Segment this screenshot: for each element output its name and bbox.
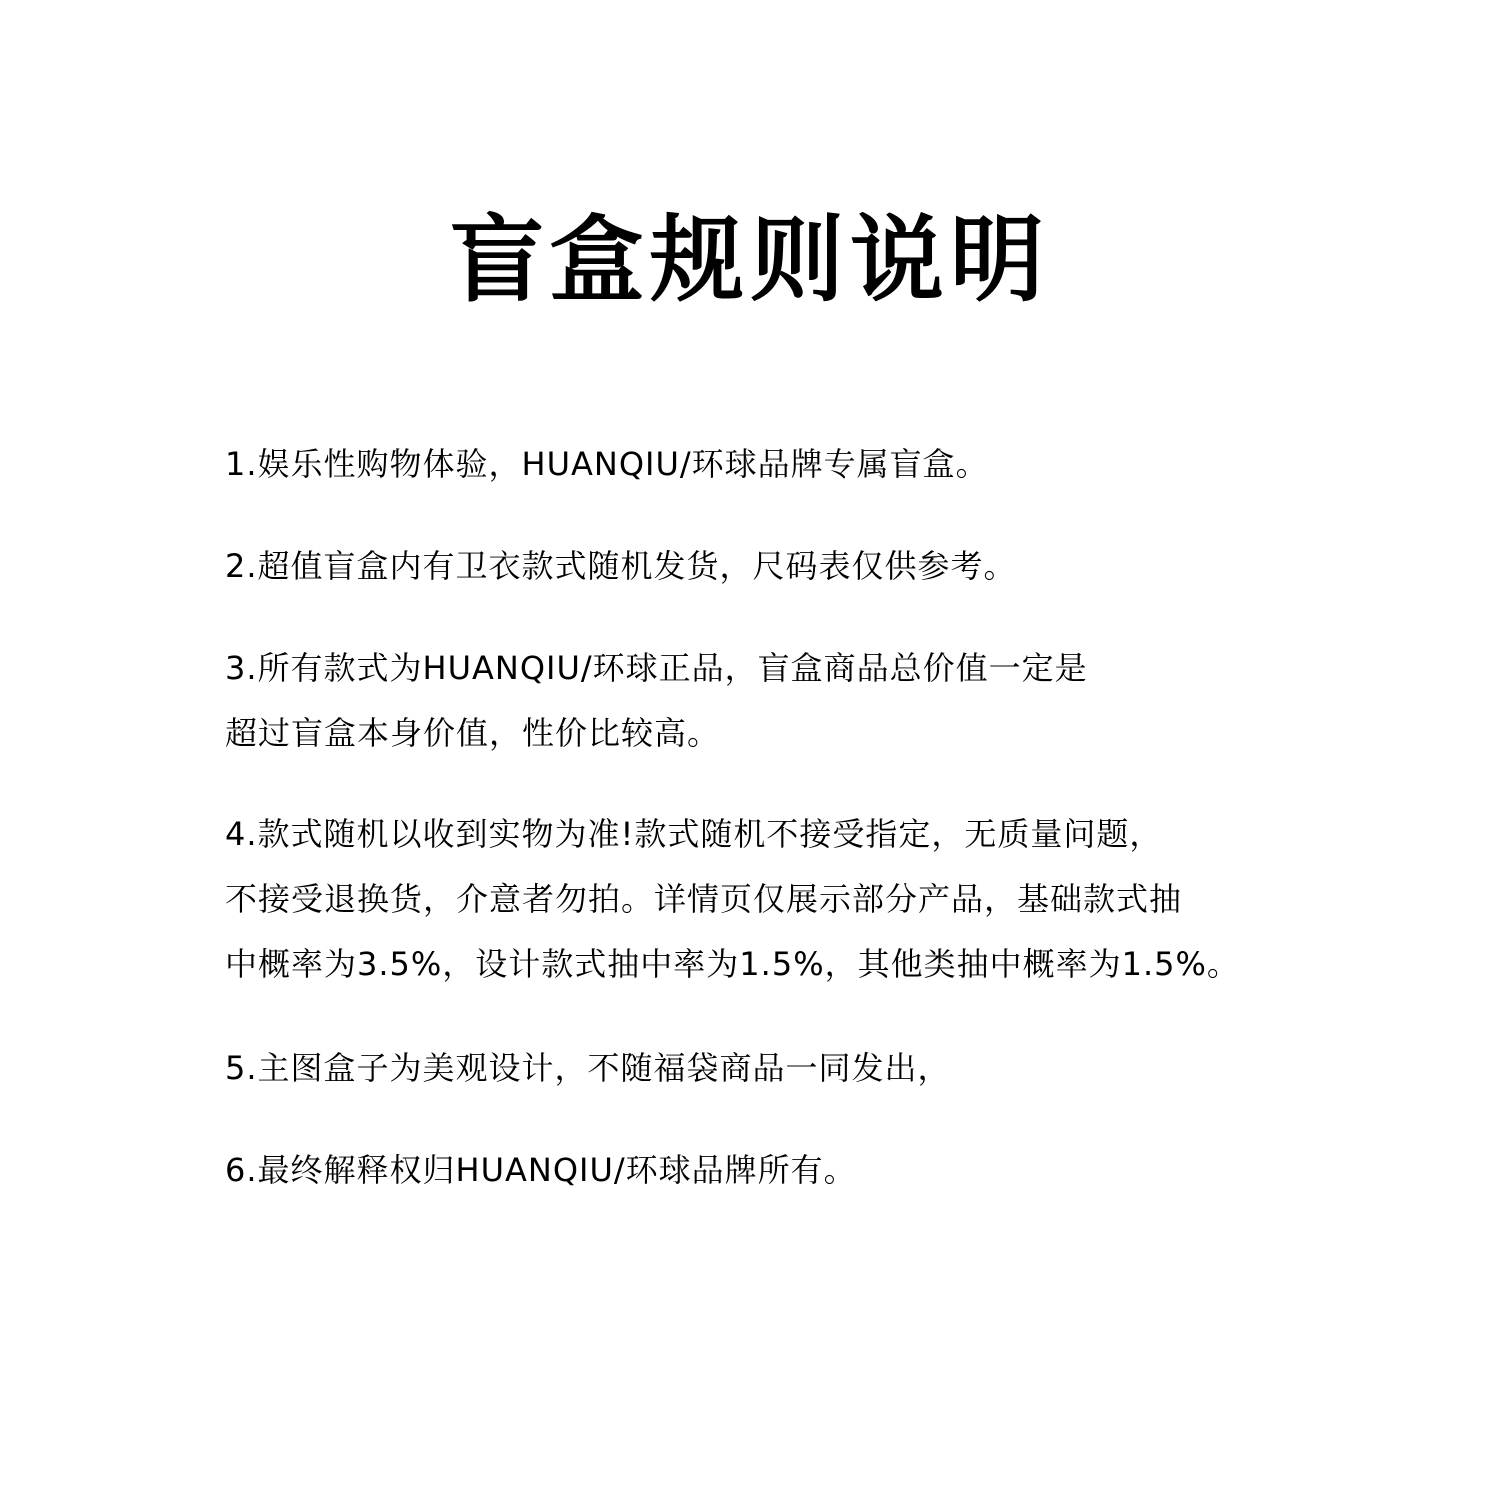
page-title: 盲盒规则说明	[449, 206, 1050, 315]
rule-6-line-1: 6.最终解释权归HUANQIU/环球品牌所有。	[225, 1151, 857, 1189]
rule-item-3	[225, 636, 1405, 766]
rule-4-line-2: 不接受退换货，介意者勿拍。详情页仅展示部分产品，基础款式抽	[225, 880, 1183, 918]
rule-5-line-1: 5.主图盒子为美观设计，不随福袋商品一同发出，	[225, 1049, 951, 1087]
rule-3-line-2: 超过盲盒本身价值，性价比较高。	[225, 714, 721, 752]
rule-item-4	[225, 802, 1405, 997]
rule-item-2	[225, 534, 1405, 599]
rule-item-5	[225, 1036, 1405, 1101]
rule-1-line-1: 1.娱乐性购物体验，HUANQIU/环球品牌专属盲盒。	[225, 445, 989, 483]
rule-item-1	[225, 432, 1405, 497]
rule-4-line-3: 中概率为3.5%，设计款式抽中率为1.5%，其他类抽中概率为1.5%。	[225, 945, 1240, 983]
rule-4-line-1: 4.款式随机以收到实物为准!款式随机不接受指定，无质量问题，	[225, 815, 1163, 853]
rule-3-line-1: 3.所有款式为HUANQIU/环球正品，盲盒商品总价值一定是	[225, 649, 1088, 687]
rule-2-line-1: 2.超值盲盒内有卫衣款式随机发货，尺码表仅供参考。	[225, 547, 1017, 585]
rule-item-6	[225, 1138, 1405, 1203]
